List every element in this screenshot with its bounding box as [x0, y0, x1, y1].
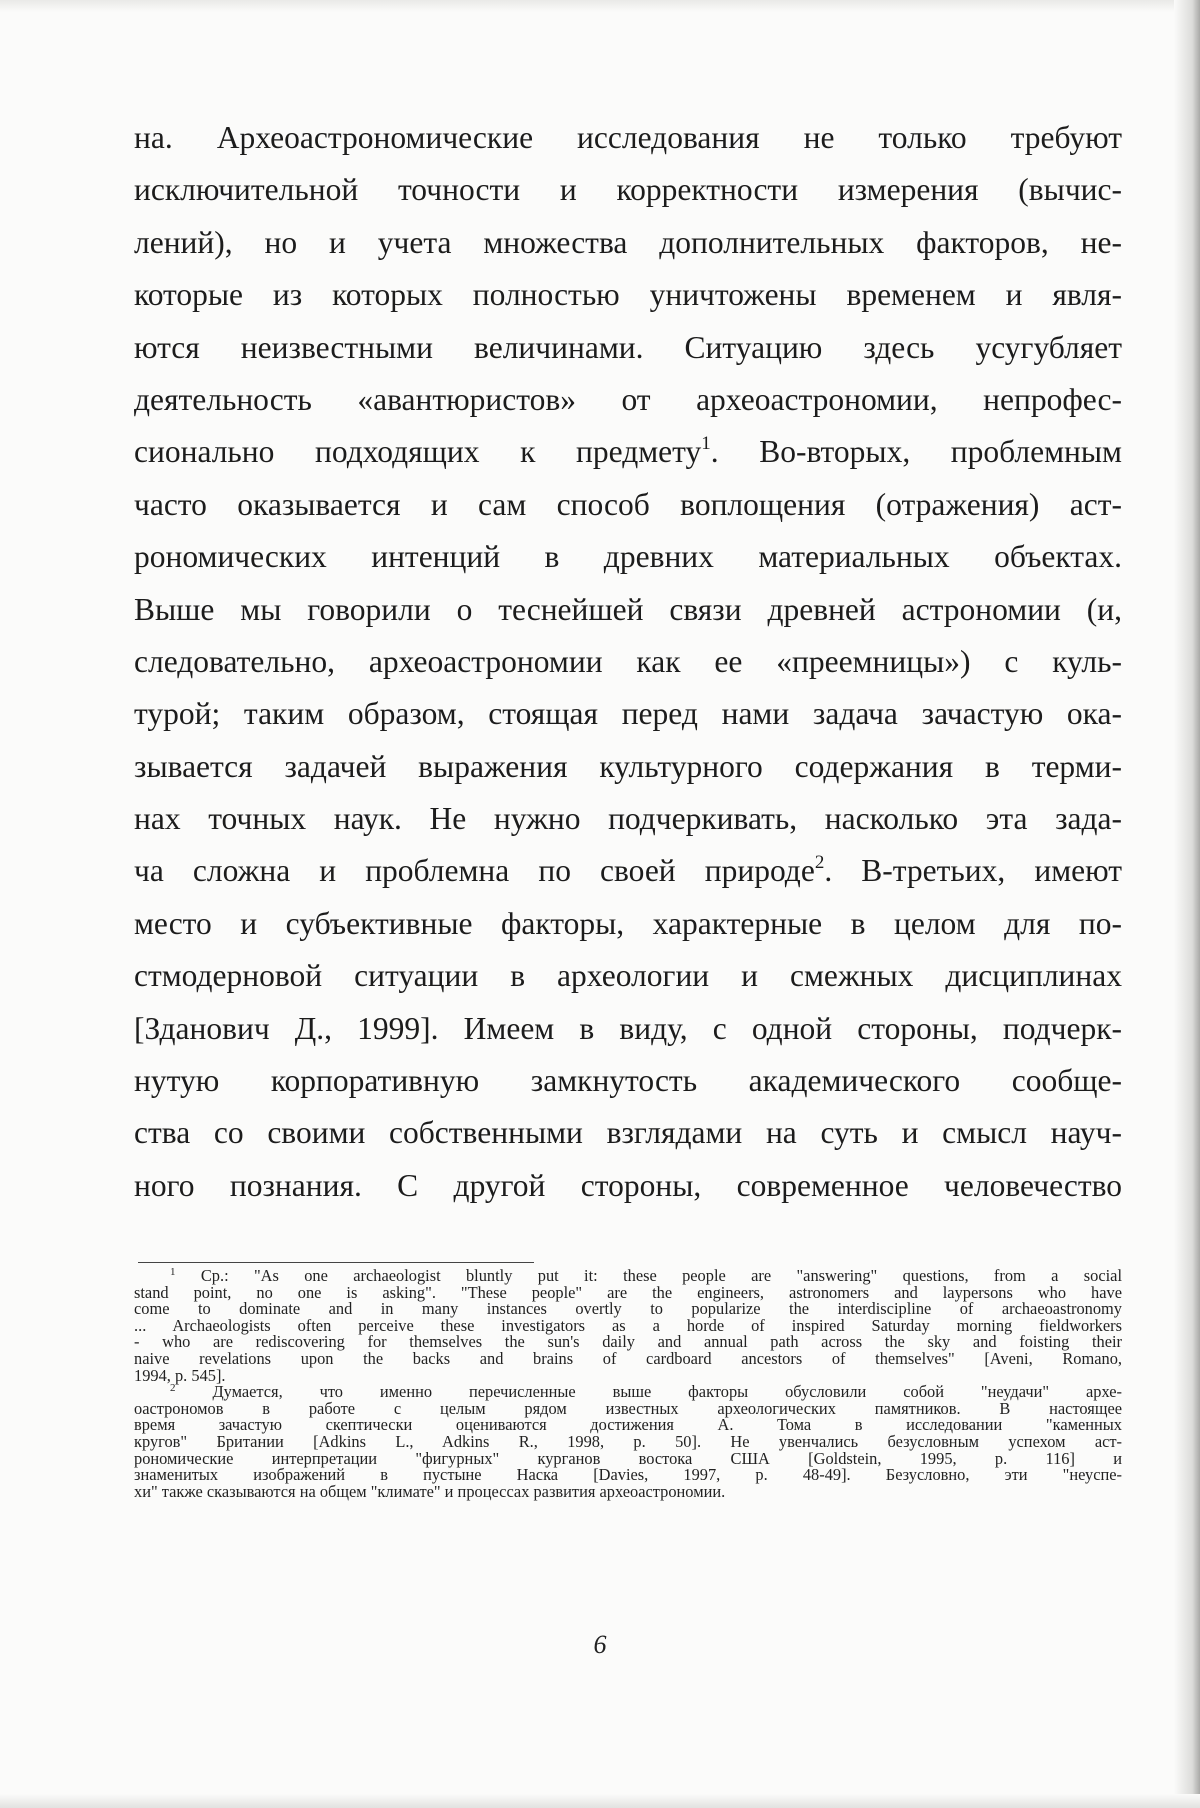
text-line: ного познания. С другой стороны, современное человечество — [134, 1167, 1122, 1203]
footnote-line: хи" также сказываются на общем "климате" и процессах развития археоастрономии. — [134, 1481, 726, 1501]
footnote-mark: 2 — [170, 1382, 176, 1395]
footnote-line: ... Archaeologists often perceive these investigators as a horde of inspired Saturday morning fieldworkers — [134, 1315, 1122, 1335]
page-bottom-edge — [0, 1794, 1200, 1808]
footnote-2 — [134, 1384, 1122, 1500]
page-right-edge-shadow — [1174, 0, 1200, 1808]
footnote-text: Думается, что именно перечисленные выше факторы обусловили собой "неудачи" архе- — [212, 1382, 1122, 1402]
text-line: [Зданович Д., 1999]. Имеем в виду, с одной стороны, подчерк- — [134, 1010, 1122, 1046]
text-line: ства со своими собственными взглядами на суть и смысл науч- — [134, 1115, 1122, 1151]
page-top-edge — [0, 0, 1200, 12]
text-line: часто оказывается и сам способ воплощения (отражения) аст- — [134, 486, 1122, 522]
footnote-line: рономические интерпретации "фигурных" курганов востока США [Goldstein, 1995, p. 116] и — [134, 1448, 1122, 1468]
text-line: которые из которых полностью уничтожены временем и явля- — [134, 277, 1122, 313]
text-line — [134, 845, 1122, 897]
footnote-line: - who are rediscovering for themselves the sun's daily and annual path across the sky and foisting their — [134, 1332, 1122, 1352]
footnote-reference-1: 1 — [701, 433, 711, 455]
text-line: лений), но и учета множества дополнительных факторов, не- — [134, 224, 1122, 260]
footnote-line: stand point, no one is asking". "These people" are the engineers, astronomers and laypersons who have — [134, 1282, 1122, 1302]
footnote-mark: 1 — [170, 1266, 176, 1278]
page-number: 6 — [593, 1630, 607, 1659]
text-line: нутую корпоративную замкнутость академического сообще- — [134, 1063, 1122, 1099]
text-line: следовательно, археоастрономии как ее «преемницы») с куль- — [134, 643, 1122, 679]
footnote-line: оастрономов в работе с целым рядом известных археологических памятников. В настоящее — [134, 1398, 1122, 1418]
text-segment: сионально подходящих к предмету — [134, 434, 702, 470]
text-line: на. Археоастрономические исследования не только требуют — [134, 120, 1122, 155]
text-line: исключительной точности и корректности измерения (вычис- — [134, 172, 1122, 208]
footnote-line: 1994, p. 545]. — [134, 1365, 226, 1385]
footnote-line: come to dominate and in many instances overtly to popularize the interdiscipline of archaeoastronomy — [134, 1299, 1122, 1319]
text-line — [134, 426, 1122, 478]
text-line: Выше мы говорили о теснейшей связи древней астрономии (и, — [134, 591, 1122, 627]
text-segment: ча сложна и проблемна по своей природе — [134, 853, 815, 889]
footnote-line: кругов" Британии [Adkins L., Adkins R., 1998, p. 50]. Не увенчались безусловным успехом аст- — [134, 1431, 1122, 1451]
main-body-text — [134, 112, 1122, 1212]
footnote-line: naive revelations upon the backs and brains of cardboard ancestors of themselves" [Aveni, Romano, — [134, 1348, 1122, 1368]
footnote-separator — [138, 1262, 534, 1263]
text-line: ются неизвестными величинами. Ситуацию здесь усугубляет — [134, 329, 1122, 365]
text-line: стмодерновой ситуации в археологии и смежных дисциплинах — [134, 958, 1122, 994]
footnotes — [134, 1268, 1122, 1500]
footnote-line: время зачастую скептически оцениваются достижения А. Тома в исследовании "каменных — [134, 1415, 1122, 1435]
text-line: деятельность «авантюристов» от археоастрономии, непрофес- — [134, 381, 1122, 417]
footnote-reference-2: 2 — [814, 852, 825, 874]
text-line: рономических интенций в древних материальных объектах. — [134, 539, 1122, 575]
text-line: нах точных наук. Не нужно подчеркивать, насколько эта зада- — [134, 801, 1122, 837]
footnote-text: Ср.: "As one archaeologist bluntly put it: these people are "answering" questions, from a social — [200, 1266, 1122, 1285]
footnote-1 — [134, 1268, 1122, 1384]
text-segment: . В-третьих, имеют — [824, 853, 1123, 889]
text-line: зывается задачей выражения культурного содержания в терми- — [134, 748, 1122, 784]
text-line: турой; таким образом, стоящая перед нами задача зачастую ока- — [134, 696, 1122, 732]
text-line: место и субъективные факторы, характерные в целом для по- — [134, 905, 1122, 941]
text-segment: . Во-вторых, проблемным — [710, 434, 1122, 470]
footnote-line: знаменитых изображений в пустыне Наска [Davies, 1997, p. 48-49]. Безусловно, эти "неуспе- — [134, 1465, 1122, 1485]
